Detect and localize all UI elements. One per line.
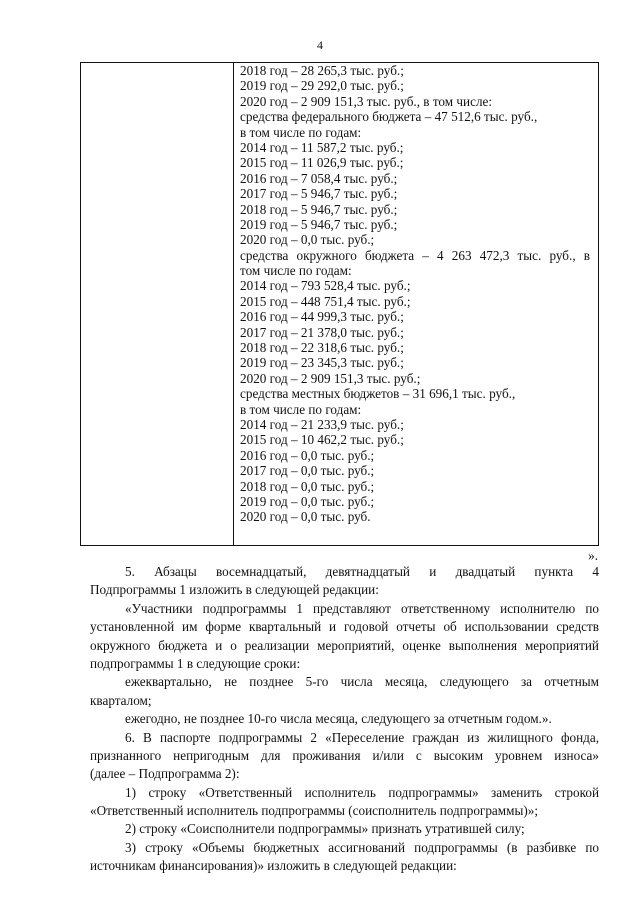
text-line: ежеквартально, не позднее 5-го числа месяца, следующего за отчетным [125,674,599,690]
text-line: ежегодно, не позднее 10-го числа месяца, следующего за отчетным годом.». [125,711,552,727]
table-line: 2020 год – 2 909 151,3 тыс. руб., в том числе: [240,93,493,109]
table-column-divider [233,63,234,545]
paragraph-quote-participants [90,600,599,674]
table-line: 2014 год – 21 233,9 тыс. руб.; [240,416,404,432]
paragraph-annually [90,710,599,728]
table-line: 2018 год – 0,0 тыс. руб.; [240,478,375,494]
table-line: 2020 год – 2 909 151,3 тыс. руб.; [240,370,421,386]
text-line: подпрограммы 1 в следующие сроки: [90,655,301,671]
paragraph-subitem-3 [90,839,599,876]
text-line: 6. В паспорте подпрограммы 2 «Переселение граждан из жилищного фонда, [125,729,599,745]
table-line: 2017 год – 0,0 тыс. руб.; [240,463,375,479]
text-line: (далее – Подпрограмма 2): [90,766,240,782]
table-line: средства местных бюджетов – 31 696,1 тыс. руб., [240,386,516,402]
table-line: 2014 год – 793 528,4 тыс. руб.; [240,278,411,294]
table-line: 2017 год – 5 946,7 тыс. руб.; [240,186,398,202]
table-line: в том числе по годам: [240,124,362,140]
table-line: 2016 год – 44 999,3 тыс. руб.; [240,309,404,325]
closing-quote: ». [588,548,598,563]
text-line: 2) строку «Соисполнители подпрограммы» признать утратившей силу; [125,821,525,837]
table-line: 2017 год – 21 378,0 тыс. руб.; [240,324,404,340]
text-line: 1) строку «Ответственный исполнитель подпрограммы» заменить строкой [125,784,599,800]
table-line: 2018 год – 28 265,3 тыс. руб.; [240,63,404,78]
table-line: том числе по годам: [240,263,352,279]
paragraph-item-5 [90,563,599,600]
text-line: 5. Абзацы восемнадцатый, девятнадцатый и двадцатый пункта 4 [125,564,599,579]
table-line: 2015 год – 11 026,9 тыс. руб.; [240,155,404,171]
text-line: кварталом; [90,692,152,708]
text-line: признанного непригодным для проживания и/или с высоким уровнем износа» [90,747,599,763]
table-line: 2015 год – 10 462,2 тыс. руб.; [240,432,404,448]
table-line: 2018 год – 5 946,7 тыс. руб.; [240,201,398,217]
text-line: установленной им форме квартальный и годовой отчеты об использовании средств [90,619,599,635]
paragraph-subitem-2 [90,820,599,838]
table-line: 2019 год – 5 946,7 тыс. руб.; [240,216,398,232]
table-line: средства окружного бюджета – 4 263 472,3 тыс. руб., в [240,247,590,263]
table-line: 2018 год – 22 318,6 тыс. руб.; [240,340,404,356]
paragraph-item-6 [90,729,599,784]
table-line: 2015 год – 448 751,4 тыс. руб.; [240,293,411,309]
table-line: 2019 год – 29 292,0 тыс. руб.; [240,78,404,94]
page-number: 4 [317,38,323,52]
text-line: окружного бюджета и о реализации мероприятий, оценке выполнения мероприятий [90,637,599,653]
budget-table [80,62,599,546]
table-line: 2020 год – 0,0 тыс. руб. [240,509,371,525]
text-line: источникам финансирования)» изложить в следующей редакции: [90,858,457,874]
table-cell-funding [240,63,590,525]
document-body [90,563,599,876]
table-line: 2014 год – 11 587,2 тыс. руб.; [240,139,404,155]
text-line: 3) строку «Объемы бюджетных ассигнований подпрограммы (в разбивке по [125,839,599,855]
table-line: средства федерального бюджета – 47 512,6 тыс. руб., [240,109,538,125]
text-line: «Ответственный исполнитель подпрограммы (соисполнитель подпрограммы)»; [90,803,538,819]
table-line: в том числе по годам: [240,401,362,417]
text-line: «Участники подпрограммы 1 представляют ответственному исполнителю по [125,600,599,616]
table-line: 2019 год – 23 345,3 тыс. руб.; [240,355,404,371]
paragraph-subitem-1 [90,784,599,821]
table-line: 2019 год – 0,0 тыс. руб.; [240,493,375,509]
paragraph-quarterly [90,673,599,710]
table-line: 2020 год – 0,0 тыс. руб.; [240,232,375,248]
table-line: 2016 год – 7 058,4 тыс. руб.; [240,170,398,186]
table-line: 2016 год – 0,0 тыс. руб.; [240,447,375,463]
text-line: Подпрограммы 1 изложить в следующей редакции: [90,582,379,598]
